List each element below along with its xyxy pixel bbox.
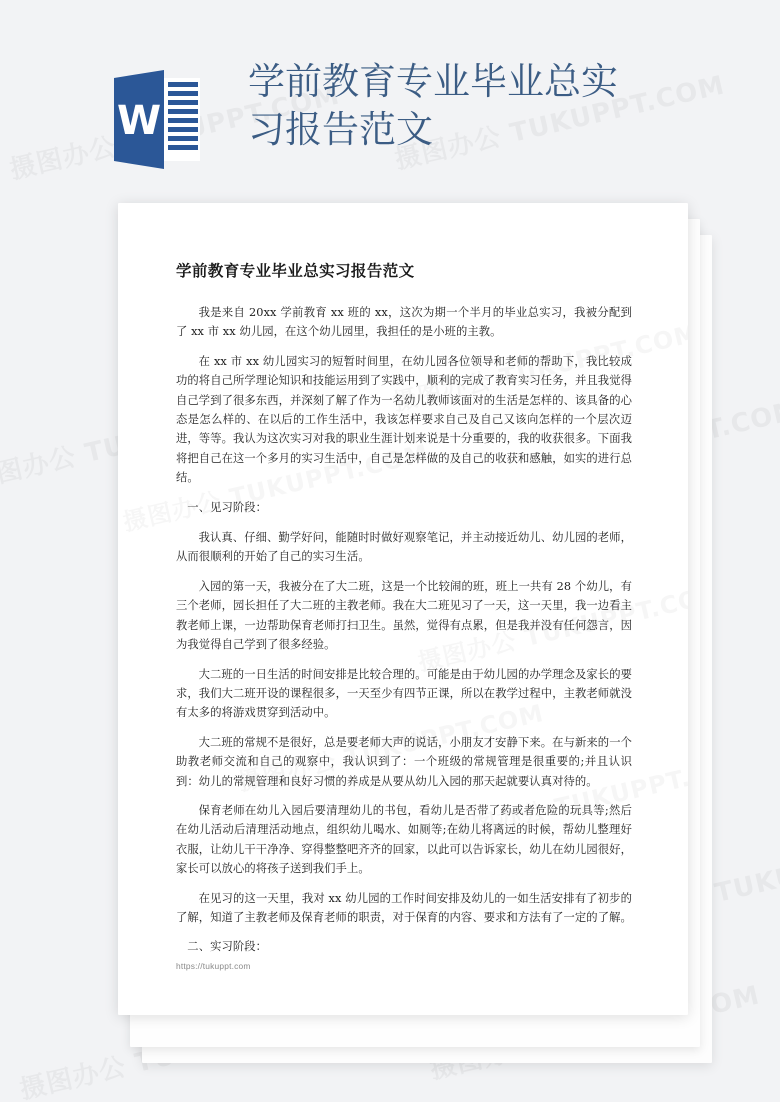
document-preview-stack: [118, 203, 688, 1033]
page-title-line-1: 学前教育专业毕业总实: [248, 60, 618, 103]
document-paragraph: 大二班的常规不是很好，总是要老师大声的说话，小朋友才安静下来。在与新来的一个助教老师交流和自己的观察中，我认识到了：一个班级的常规管理是很重要的;并且认识到：幼儿的常规管理和良好习惯的养成是从要从幼儿入园的那天起就要认真对待的。: [176, 735, 632, 788]
document-paragraph: 在见习的这一天里，我对 xx 幼儿园的工作时间安排及幼儿的一如生活安排有了初步的了解，知道了主教老师及保育老师的职责，对于保育的内容、要求和方法有了一定的了解。: [176, 891, 632, 924]
document-paragraph: 在 xx 市 xx 幼儿园实习的短暂时间里，在幼儿园各位领导和老师的帮助下，我比较成功的将自己所学理论知识和技能运用到了实践中，顺利的完成了教育实习任务，并且我觉得自己学到了很多东西，并深刻了解了作为一名幼儿教师该面对的生活是怎样的、该具备的心态是怎么样的、在以后的工作生活中，我该怎样要求自己及自己又该向怎样的一个层次迈进，等等。我认为这次实习对我的职业生涯计划来说是十分重要的，我的收获很多。下面我将把自己在这一个多月的实习生活中，自己是怎样做的及自己的收获和感触，如实的进行总结。: [176, 354, 632, 485]
document-paragraph: 大二班的一日生活的时间安排是比较合理的。可能是由于幼儿园的办学理念及家长的要求，我们大二班开设的课程很多，一天至少有四节正课，所以在教学过程中，主教老师就没有太多的将游戏贯穿到活动中。: [176, 667, 632, 720]
document-paragraph-list: [176, 303, 632, 957]
document-section-heading: 一、见习阶段：: [187, 500, 268, 514]
svg-text:W: W: [116, 98, 162, 144]
document-paragraph: 我认真、仔细、勤学好问，能随时时做好观察笔记，并主动接近幼儿、幼儿园的老师，从而很顺利的开始了自己的实习生活。: [176, 531, 632, 564]
document-paragraph: 入园的第一天，我被分在了大二班，这是一个比较闹的班，班上一共有 28 个幼儿，有三个老师，园长担任了大二班的主教老师。我在大二班见习了一天，这一天里，我一边看主教老师上课，一边帮助保育老师打扫卫生。虽然，觉得有点累，但是我并没有任何怨言，因为我觉得自己学到了很多经验。: [176, 579, 632, 652]
document-page-front[interactable]: [118, 203, 688, 1015]
document-paragraph: 我是来自 20xx 学前教育 xx 班的 xx，这次为期一个半月的毕业总实习，我被分配到了 xx 市 xx 幼儿园，在这个幼儿园里，我担任的是小班的主教。: [176, 306, 632, 339]
page-title: [248, 58, 718, 154]
page-title-line-2: 习报告范文: [248, 108, 433, 151]
document-title: 学前教育专业毕业总实习报告范文: [176, 261, 415, 280]
document-footer-url: https://tukuppt.com: [176, 961, 251, 971]
word-document-icon: [106, 68, 206, 172]
page-header: [0, 0, 780, 196]
document-content: [176, 259, 632, 968]
document-section-heading: 二、实习阶段：: [187, 940, 268, 954]
document-paragraph: 保育老师在幼儿入园后要清理幼儿的书包，看幼儿是否带了药或者危险的玩具等;然后在幼儿活动后清理活动地点，组织幼儿喝水、如厕等;在幼儿将离远的时候，帮幼儿整理好衣服，让幼儿干干净净、穿得整整吧齐齐的回家，以此可以告诉家长，幼儿在幼儿园很好，家长可以放心的将孩子送到我们手上。: [176, 803, 632, 876]
